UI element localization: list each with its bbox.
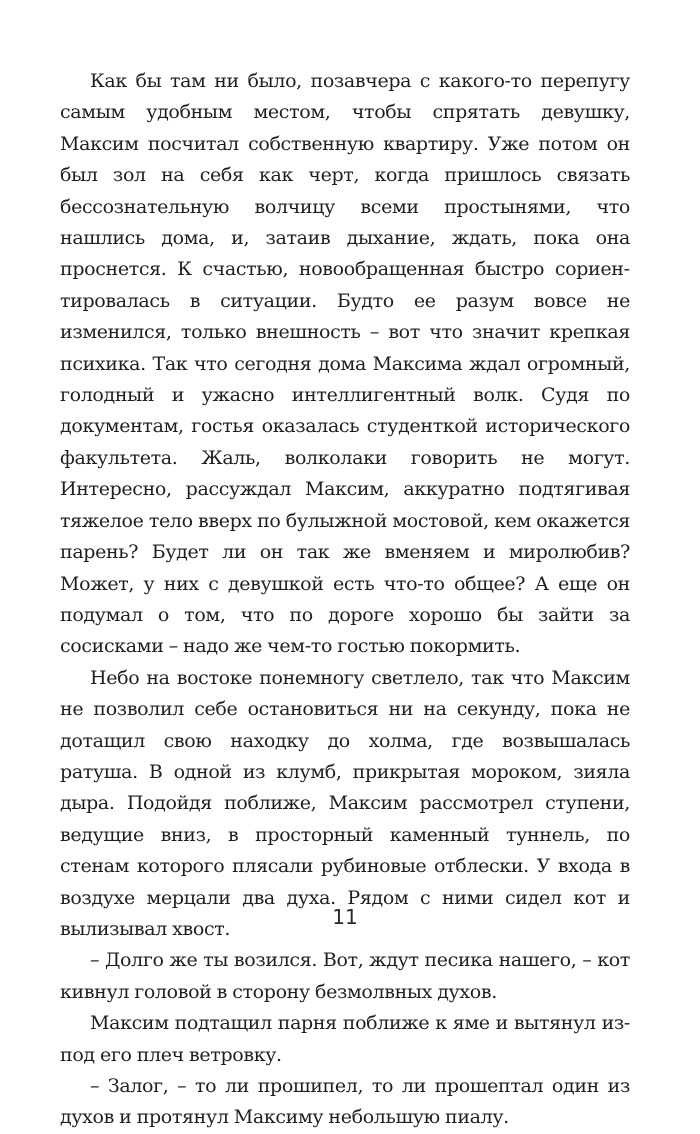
paragraph-3: – Долго же ты возился. Вот, ждут песика нашего, – кот кивнул головой в сторону безмолвных духов. <box>60 949 630 1003</box>
paragraph-2: Небо на востоке понемногу светлело, так что Максим не позволил себе остановиться ни на секунду, пока не дотащил свою находку до холма, где возвышалась ратуша. В одной из клумб, прикрытая мороком, зияла дыра. Подойдя поближе, Максим рассмотрел ступени, ведущие вниз, в просторный каменный туннель, по стенам которого плясали рубиновые отблески. У входа в воздухе мерцали два духа. Рядом с ними сидел кот и вылизывал хвост. <box>60 666 630 940</box>
paragraph-4: Максим подтащил парня поближе к яме и вытянул из-под его плеч ветровку. <box>60 1012 630 1066</box>
paragraph-5: – Залог, – то ли прошипел, то ли прошептал один из духов и протянул Максиму небольшую пиалу. <box>60 1075 630 1129</box>
page-number: 11 <box>332 905 358 929</box>
page-text <box>60 66 630 1134</box>
book-page <box>60 66 630 1129</box>
paragraph-1: Как бы там ни было, позавчера с какого-то перепугу самым удобным местом, чтобы спрятать девушку, Максим посчитал собственную квартиру. Уже потом он был зол на себя как черт, когда пришлось связать бессознательную волчицу всеми простынями, что нашлись дома, и, затаив дыхание, ждать, пока она проснется. К счастью, новообращенная быстро сориентировалась в ситуации. Будто ее разум вовсе не изменился, только внешность – вот что значит крепкая психика. Так что сегодня дома Максима ждал огромный, голодный и ужасно интеллигентный волк. Судя по документам, гостья оказалась студенткой исторического факультета. Жаль, волколаки говорить не могут. Интересно, рассуждал Максим, аккуратно подтягивая тяжелое тело вверх по булыжной мостовой, кем окажется парень? Будет ли он так же вменяем и миролюбив? Может, у них с девушкой есть что-то общее? А еще он подумал о том, что по дороге хорошо бы зайти за сосисками – надо же чем-то гостью покормить. <box>60 70 630 658</box>
